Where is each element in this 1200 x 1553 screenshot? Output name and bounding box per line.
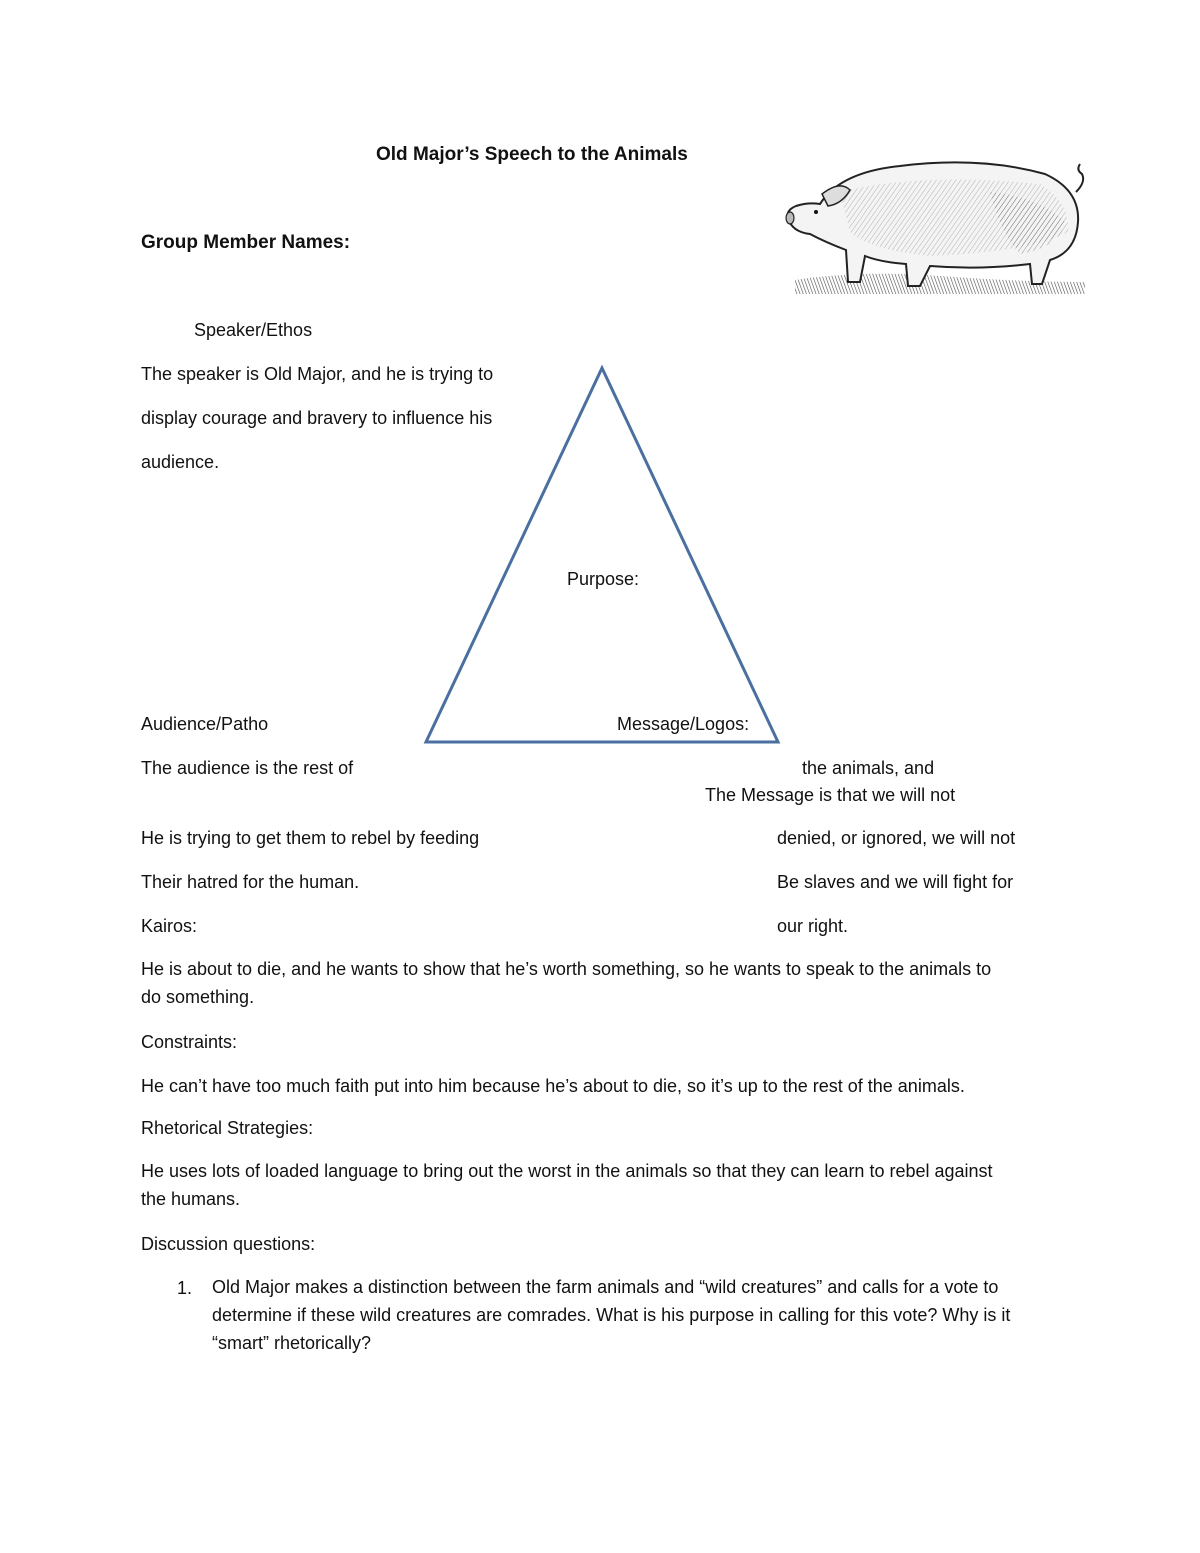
- audience-heading: Audience/Patho: [141, 714, 269, 734]
- message-line: The Message is that we will not: [705, 785, 956, 805]
- document-title: Old Major’s Speech to the Animals: [376, 144, 688, 165]
- message-line: the animals, and: [802, 758, 935, 778]
- group-member-label: Group Member Names:: [141, 232, 351, 253]
- constraints-text: He can’t have too much faith put into him because he’s about to die, so it’s up to the rest of the animals.: [141, 1076, 965, 1096]
- rhetorical-triangle: [420, 362, 786, 750]
- audience-line: The audience is the rest of: [141, 758, 354, 778]
- purpose-label: Purpose:: [567, 569, 640, 589]
- kairos-heading: Kairos:: [141, 916, 198, 936]
- speaker-line: display courage and bravery to influence his: [141, 408, 493, 428]
- message-line: Be slaves and we will fight for: [777, 872, 1014, 892]
- strategies-heading: Rhetorical Strategies:: [141, 1118, 314, 1138]
- audience-line: He is trying to get them to rebel by feeding: [141, 828, 480, 848]
- message-heading: Message/Logos:: [617, 714, 750, 734]
- message-line: our right.: [777, 916, 849, 936]
- question-number: 1.: [177, 1278, 193, 1298]
- speaker-line: audience.: [141, 452, 220, 472]
- strategies-text: He uses lots of loaded language to bring out the worst in the animals so that they can learn to rebel against the humans.: [141, 1161, 993, 1209]
- kairos-text: He is about to die, and he wants to show that he’s worth something, so he wants to speak to the animals to do something.: [141, 959, 992, 1007]
- speaker-line: The speaker is Old Major, and he is trying to: [141, 364, 494, 384]
- audience-line: Their hatred for the human.: [141, 872, 360, 892]
- discussion-heading: Discussion questions:: [141, 1234, 316, 1254]
- constraints-heading: Constraints:: [141, 1032, 238, 1052]
- question-text: Old Major makes a distinction between the farm animals and “wild creatures” and calls for a vote to determine if these wild creatures are comrades. What is his purpose in calling for this vote? Why is it “smart” rhetorically?: [212, 1277, 1011, 1353]
- pig-engraving-icon: [780, 152, 1090, 298]
- message-line: denied, or ignored, we will not: [777, 828, 1016, 848]
- speaker-heading: Speaker/Ethos: [194, 320, 313, 340]
